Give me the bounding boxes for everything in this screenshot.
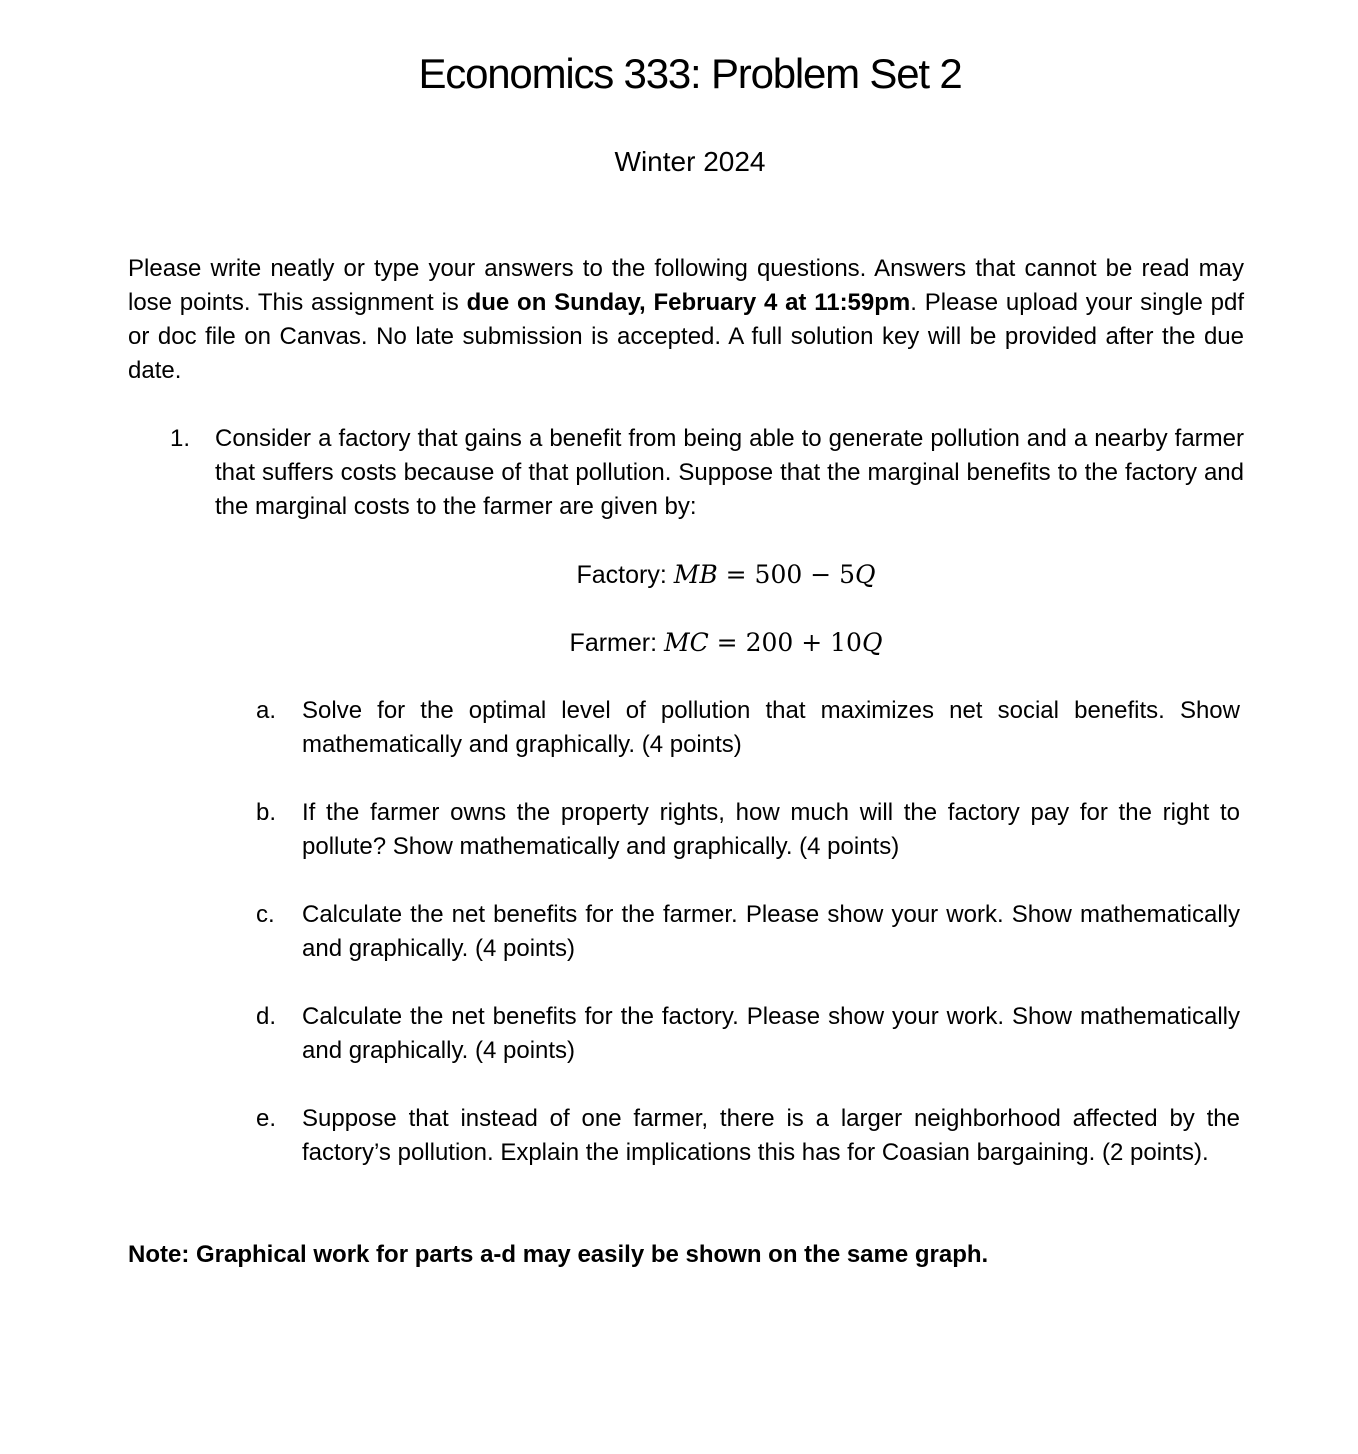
farmer-equation-label: Farmer: <box>569 629 664 657</box>
part-d-text: Calculate the net benefits for the factory. Please show your work. Show mathematically and graphically. (4 points) <box>302 1003 1240 1064</box>
instructions-text-after: . Please upload your single pdf or doc file on Canvas. No late submission is accepted. A full solution key will be provided after the due date. <box>128 289 1245 384</box>
factory-equation-lhs: MB <box>673 560 718 589</box>
part-c-letter: c. <box>256 901 275 928</box>
factory-equation <box>0 558 1358 592</box>
part-a-letter: a. <box>256 697 277 724</box>
due-date-bold: due on Sunday, February 4 at 11:59pm <box>466 289 911 316</box>
part-c-text: Calculate the net benefits for the farmer. Please show your work. Show mathematically and graphically. (4 points) <box>302 901 1240 962</box>
part-b-text: If the farmer owns the property rights, how much will the factory pay for the right to pollute? Show mathematically and graphically. (4 points) <box>302 799 1240 860</box>
part-d-letter: d. <box>256 1003 277 1030</box>
question-text: Consider a factory that gains a benefit from being able to generate pollution and a nearby farmer that suffers costs because of that pollution. Suppose that the marginal benefits to the factory and the marginal costs to the farmer are given by: <box>215 425 1244 520</box>
instructions-text-before: Please write neatly or type your answers to the following questions. Answers that cannot be read may lose points. This assignment is <box>128 255 1244 316</box>
instructions-paragraph <box>128 252 1244 388</box>
farmer-equation-var: Q <box>861 628 883 657</box>
factory-equation-var: Q <box>855 560 876 589</box>
factory-equation-rhs: = 500 − 5 <box>717 560 856 589</box>
graph-note: Note: Graphical work for parts a-d may easily be shown on the same graph. <box>128 1241 989 1268</box>
part-e-letter: e. <box>256 1105 277 1132</box>
part-b-letter: b. <box>256 799 277 826</box>
farmer-equation-lhs: MC <box>664 628 709 657</box>
farmer-equation-rhs: = 200 + 10 <box>708 628 862 657</box>
farmer-equation <box>0 626 1358 660</box>
part-e-text: Suppose that instead of one farmer, there is a larger neighborhood affected by the factory’s pollution. Explain the implications this has for Coasian bargaining. (2 points). <box>302 1105 1240 1166</box>
term-subtitle: Winter 2024 <box>614 146 766 177</box>
part-a-text: Solve for the optimal level of pollution that maximizes net social benefits. Show mathematically and graphically. (4 points) <box>302 697 1240 758</box>
question-number: 1. <box>170 425 191 452</box>
document-title: Economics 333: Problem Set 2 <box>418 50 962 97</box>
factory-equation-label: Factory: <box>576 561 674 589</box>
